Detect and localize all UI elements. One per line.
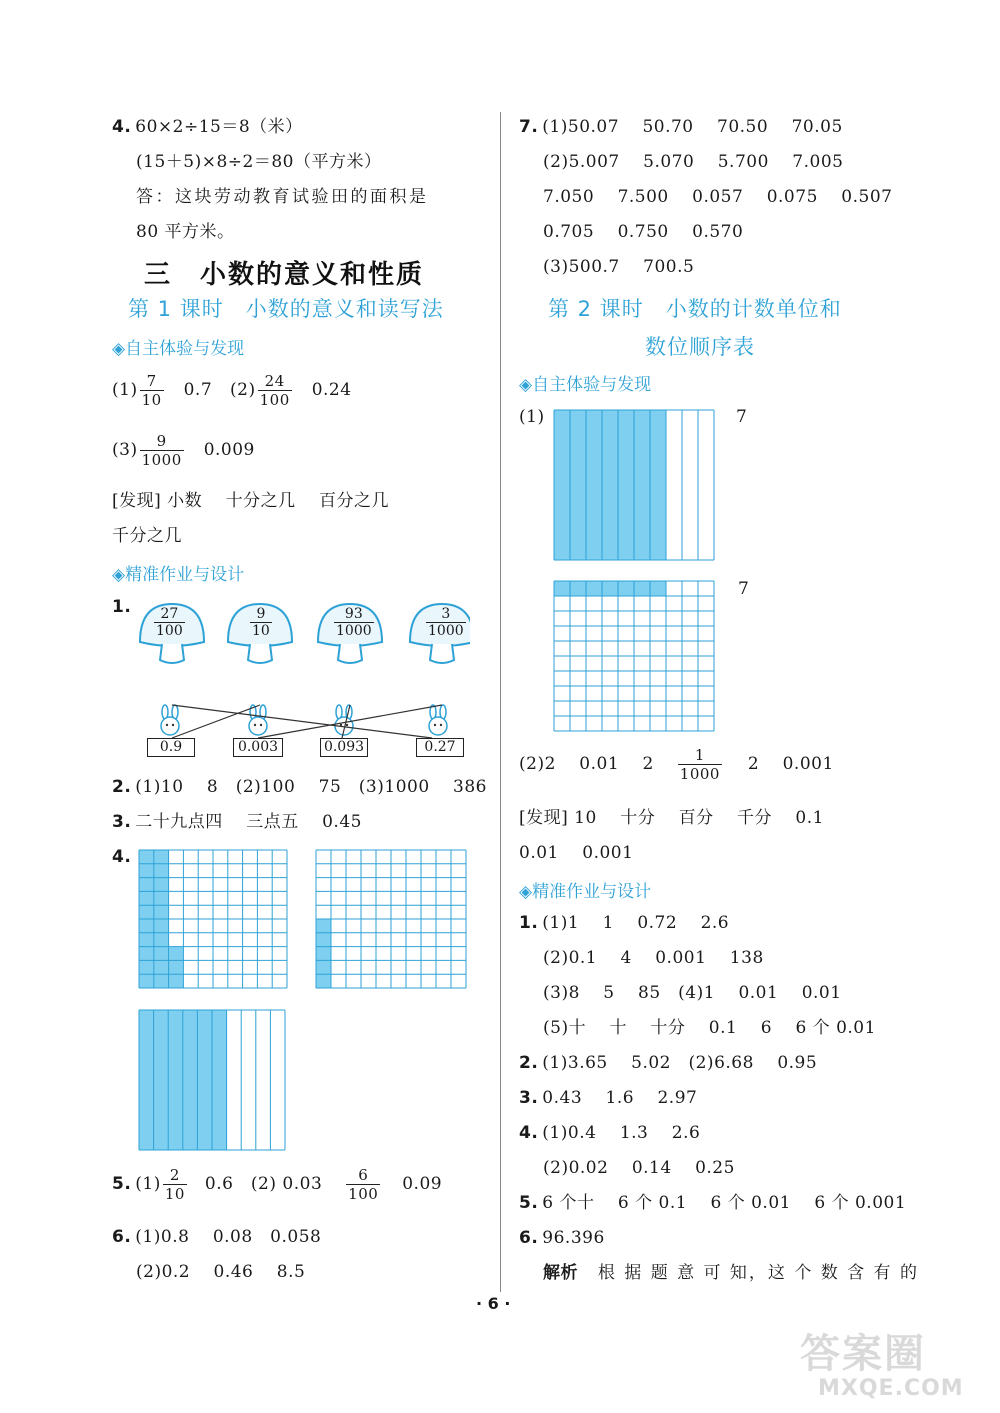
mushroom-stem-icon xyxy=(338,644,362,663)
rabbit-box-1: 0.9 xyxy=(147,738,195,757)
fraction-9-1000 xyxy=(140,432,184,469)
grid-filled-cell xyxy=(570,410,586,560)
grid-filled-cell xyxy=(168,1010,183,1150)
rabbit-head-icon xyxy=(429,717,447,735)
ex2-text: (1)10 8 (2)100 75 (3)1000 386 xyxy=(135,777,487,797)
frac-num: 9 xyxy=(250,606,272,623)
mushroom-3 xyxy=(332,606,376,639)
q7-text1: (1)50.07 50.70 70.50 70.05 xyxy=(542,117,843,137)
grid-filled-cell xyxy=(197,1010,212,1150)
match-line xyxy=(172,705,432,738)
r-ex2-num: 2. xyxy=(519,1053,539,1073)
frac-den: 1000 xyxy=(679,765,720,783)
analysis-label: 解析 xyxy=(543,1263,578,1283)
grid-filled-cell xyxy=(602,410,618,560)
grid-filled-cell xyxy=(139,905,154,919)
r-ex1-line1 xyxy=(519,912,729,934)
ex4-line xyxy=(112,846,135,868)
grid-filled-cell xyxy=(139,891,154,905)
grid-filled-cell xyxy=(154,905,169,919)
mushroom-4 xyxy=(424,606,468,639)
r-ex6-line xyxy=(519,1227,605,1249)
ex6-line1 xyxy=(112,1226,321,1248)
mushroom-stem-icon xyxy=(248,644,272,663)
q7-line3: 7.050 7.500 0.057 0.075 0.507 xyxy=(543,187,893,207)
grid-ex4-a xyxy=(138,849,290,989)
ex6-line2: (2)0.2 0.46 8.5 xyxy=(136,1262,306,1282)
frac-den: 10 xyxy=(164,1185,185,1203)
analysis-text: 根 据 题 意 可 知，这 个 数 含 有 的 xyxy=(597,1263,919,1283)
r-ex2-text: (1)3.65 5.02 (2)6.68 0.95 xyxy=(542,1053,818,1073)
explore2-p1: (1) xyxy=(519,407,545,427)
grid-filled-cell xyxy=(154,947,169,961)
section-explore-1: ◈自主体验与发现 xyxy=(112,339,245,359)
grid-filled-cell xyxy=(139,864,154,878)
grid-filled-cell xyxy=(183,1010,198,1150)
grid-filled-cell xyxy=(618,410,634,560)
explore1-p1: (1) xyxy=(112,380,138,400)
frac-num: 3 xyxy=(426,606,466,623)
frac-den: 1000 xyxy=(428,623,464,639)
grid-filled-cell xyxy=(154,933,169,947)
grid-filled-cell xyxy=(316,919,331,933)
match-line xyxy=(172,705,260,738)
section-practice-2: ◈精准作业与设计 xyxy=(519,882,652,902)
r-ex2-line xyxy=(519,1052,817,1074)
section-practice-1: ◈精准作业与设计 xyxy=(112,565,245,585)
grid-filled-cell xyxy=(154,974,169,988)
rabbit-eye-icon xyxy=(440,724,442,726)
fraction-2-10 xyxy=(163,1166,187,1203)
grid-filled-cell xyxy=(154,850,169,864)
ex2-line xyxy=(112,776,487,798)
grid-filled-cell xyxy=(602,581,618,596)
ex4-num: 4. xyxy=(112,847,132,867)
r-ex4-text1: (1)0.4 1.3 2.6 xyxy=(542,1123,701,1143)
frac-num: 9 xyxy=(140,432,184,451)
grid-ex4-b xyxy=(315,849,467,989)
grid-filled-cell xyxy=(634,410,650,560)
frac-num: 27 xyxy=(154,606,185,623)
r-ex5-text: 6 个十 6 个 0.1 6 个 0.01 6 个 0.001 xyxy=(542,1193,907,1213)
grid-filled-cell xyxy=(169,974,184,988)
q4-line3: 答：这块劳动教育试验田的面积是 xyxy=(136,187,429,207)
ex3-text: 二十九点四 三点五 0.45 xyxy=(135,812,362,832)
frac-den: 1000 xyxy=(141,451,182,469)
rabbit-head-icon xyxy=(249,717,267,735)
page-number: · 6 · xyxy=(476,1294,511,1313)
mushroom-stem-icon xyxy=(430,644,454,663)
grid-filled-cell xyxy=(650,410,666,560)
q4-line2: (15＋5)×8÷2＝80（平方米） xyxy=(136,152,382,172)
explore1-row2 xyxy=(112,432,255,469)
lesson2-title-line1: 第 2 课时 小数的计数单位和 xyxy=(548,297,842,321)
rabbit-box-2: 0.003 xyxy=(233,738,283,757)
grid-filled-cell xyxy=(316,974,331,988)
frac-num: 1 xyxy=(678,746,722,765)
grid-filled-cell xyxy=(139,1010,154,1150)
r-ex4-line2: (2)0.02 0.14 0.25 xyxy=(543,1158,735,1178)
frac-den: 100 xyxy=(259,391,290,409)
fraction-6-100 xyxy=(346,1166,380,1203)
rabbit-box-4: 0.27 xyxy=(416,738,464,757)
grid-filled-cell xyxy=(154,960,169,974)
grid-filled-cell xyxy=(139,919,154,933)
explore1-row1 xyxy=(112,372,352,409)
ex5-mid: 0.6 (2) 0.03 xyxy=(204,1174,323,1194)
explore2-row2 xyxy=(519,746,834,783)
grid-filled-cell xyxy=(554,581,570,596)
r-ex4-line1 xyxy=(519,1122,700,1144)
discover1-line2: 千分之几 xyxy=(112,526,182,546)
frac-num: 6 xyxy=(346,1166,380,1185)
grid-filled-cell xyxy=(139,960,154,974)
rabbit-eye-icon xyxy=(166,724,168,726)
q7-line4: 0.705 0.750 0.570 xyxy=(543,222,744,242)
r-ex6-text: 96.396 xyxy=(542,1228,605,1248)
grid-filled-cell xyxy=(139,850,154,864)
rabbit-eye-icon xyxy=(260,724,262,726)
r-ex1-num: 1. xyxy=(519,913,539,933)
grid-hundredths xyxy=(553,580,715,732)
explore1-v2: 0.24 xyxy=(311,380,352,400)
q7-line5: (3)500.7 700.5 xyxy=(543,257,695,277)
grid-filled-cell xyxy=(139,878,154,892)
ex6-text1: (1)0.8 0.08 0.058 xyxy=(135,1227,322,1247)
ex2-num: 2. xyxy=(112,777,132,797)
frac-den: 10 xyxy=(252,623,270,639)
rabbit-eye-icon xyxy=(172,724,174,726)
frac-den: 100 xyxy=(348,1185,379,1203)
explore2-post: 2 0.001 xyxy=(747,754,834,774)
frac-den: 1000 xyxy=(336,623,372,639)
r-ex1-line2: (2)0.1 4 0.001 138 xyxy=(543,948,764,968)
mushroom-1 xyxy=(152,606,187,639)
fraction-1-1000 xyxy=(678,746,722,783)
grid-filled-cell xyxy=(154,891,169,905)
r-ex5-num: 5. xyxy=(519,1193,539,1213)
frac-den: 10 xyxy=(141,391,162,409)
q4-line1 xyxy=(112,116,303,138)
grid-filled-cell xyxy=(316,933,331,947)
ex3-num: 3. xyxy=(112,812,132,832)
r-ex4-num: 4. xyxy=(519,1123,539,1143)
explore2-pre: (2)2 0.01 2 xyxy=(519,754,654,774)
r-ex1-line4: (5)十 十 十分 0.1 6 6 个 0.01 xyxy=(543,1018,876,1038)
grid-filled-cell xyxy=(139,947,154,961)
q4-line4: 80 平方米。 xyxy=(136,222,235,242)
ex3-line xyxy=(112,811,362,833)
grid-filled-cell xyxy=(154,878,169,892)
r-ex5-line xyxy=(519,1192,906,1214)
grid-filled-cell xyxy=(139,933,154,947)
discover2-line2: 0.01 0.001 xyxy=(519,843,634,863)
fraction-24-100 xyxy=(258,372,292,409)
frac-den: 100 xyxy=(156,623,183,639)
grid-tenths-value: 7 xyxy=(736,407,748,427)
grid-filled-cell xyxy=(554,410,570,560)
r-ex1-text1: (1)1 1 0.72 2.6 xyxy=(542,913,730,933)
grid-filled-cell xyxy=(586,581,602,596)
explore1-p2: (2) xyxy=(230,380,256,400)
grid-filled-cell xyxy=(139,974,154,988)
r-ex3-num: 3. xyxy=(519,1088,539,1108)
grid-hundredths-value: 7 xyxy=(738,579,750,599)
mushroom-stem-icon xyxy=(160,644,184,663)
r-ex6-num: 6. xyxy=(519,1228,539,1248)
explore1-p3: (3) xyxy=(112,440,138,460)
ex5-line xyxy=(112,1166,442,1203)
watermark-logo: 答案圈 xyxy=(800,1331,926,1377)
ex1-num: 1. xyxy=(112,597,132,617)
r-ex1-line3: (3)8 5 85 (4)1 0.01 0.01 xyxy=(543,983,842,1003)
grid-filled-cell xyxy=(618,581,634,596)
grid-filled-cell xyxy=(154,1010,169,1150)
unit-title: 三 小数的意义和性质 xyxy=(144,260,425,290)
grid-filled-cell xyxy=(154,919,169,933)
grid-filled-cell xyxy=(212,1010,227,1150)
grid-tenths xyxy=(553,409,715,561)
rabbit-eye-icon xyxy=(254,724,256,726)
rabbit-head-icon xyxy=(161,717,179,735)
explore1-v1: 0.7 xyxy=(183,380,213,400)
ex5-p1: (1) xyxy=(135,1174,161,1194)
frac-num: 7 xyxy=(140,372,164,391)
r-ex3-line xyxy=(519,1087,697,1109)
rabbit-eye-icon xyxy=(434,724,436,726)
frac-num: 2 xyxy=(163,1166,187,1185)
grid-filled-cell xyxy=(634,581,650,596)
grid-filled-cell xyxy=(650,581,666,596)
rabbit-eye-icon xyxy=(346,724,348,726)
grid-filled-cell xyxy=(570,581,586,596)
watermark-url: MXQE.COM xyxy=(818,1376,964,1401)
r-ex3-text: 0.43 1.6 2.97 xyxy=(542,1088,698,1108)
grid-filled-cell xyxy=(316,960,331,974)
q7-line1 xyxy=(519,116,843,138)
discover1-line1: [发现] 小数 十分之几 百分之几 xyxy=(112,491,389,511)
ex5-v2: 0.09 xyxy=(402,1174,443,1194)
grid-ex4-c xyxy=(138,1009,290,1151)
grid-filled-cell xyxy=(154,864,169,878)
mushroom-2 xyxy=(248,606,274,639)
grid-filled-cell xyxy=(316,947,331,961)
explore1-v3: 0.009 xyxy=(203,440,255,460)
grid-filled-cell xyxy=(586,410,602,560)
grid-filled-cell xyxy=(169,947,184,961)
q7-line2: (2)5.007 5.070 5.700 7.005 xyxy=(543,152,844,172)
q4-text1: 60×2÷15＝8（米） xyxy=(135,117,303,137)
grid-filled-cell xyxy=(169,960,184,974)
q7-num: 7. xyxy=(519,117,539,137)
ex6-num: 6. xyxy=(112,1227,132,1247)
frac-num: 24 xyxy=(258,372,292,391)
section-explore-2: ◈自主体验与发现 xyxy=(519,375,652,395)
lesson1-title: 第 1 课时 小数的意义和读写法 xyxy=(128,297,444,321)
column-divider xyxy=(500,112,501,1292)
analysis-line xyxy=(543,1262,919,1284)
rabbit-box-3: 0.093 xyxy=(320,738,368,757)
q4-number: 4. xyxy=(112,117,132,137)
discover2-line1: [发现] 10 十分 百分 千分 0.1 xyxy=(519,808,824,828)
frac-num: 93 xyxy=(334,606,374,623)
fraction-7-10 xyxy=(140,372,164,409)
lesson2-title-line2: 数位顺序表 xyxy=(645,335,755,359)
ex5-num: 5. xyxy=(112,1174,132,1194)
